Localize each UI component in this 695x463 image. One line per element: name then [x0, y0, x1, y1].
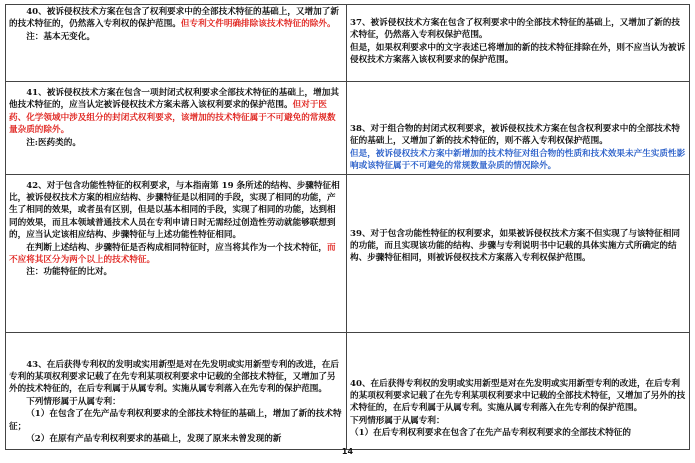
table-row [6, 332, 690, 449]
right-cell-40 [347, 332, 690, 449]
article-40-note: 注：基本无变化。 [26, 31, 95, 42]
article-40-red-text: 但专利文件明确排除该技术特征的除外。 [180, 19, 336, 30]
article-43-sub: 下列情形属于从属专利： [26, 396, 121, 407]
article-42-text: 42、对于包含功能性特征的权利要求，与本指南第 19 条所述的结构、步骤特征相比，被诉侵权技术方案的相应结构、步骤特征是以相同的手段，实现了相同的功能，产生了相同的效果，或者虽有区别，但是以基本相同的手段，实现了相同的功能，达到相同的效果，而且本领域普通技术人员在专利申请日时无需经过创造性劳动就能够联想到的，应当认定该相应结构、步骤特征与上述功能性特征相同。 [9, 180, 340, 241]
article-43-text: 43、在后获得专利权的发明或实用新型是对在先发明或实用新型专利的改进，在后专利的某项权利要求记载了在先专利某项权利要求中记载的全部技术特征，又增加了另外的技术特征的，在后专利属于从属专利。实施从属专利落入在先专利的保护范围。 [9, 359, 339, 395]
article-40-right-sub: 下列情形属于从属专利： [350, 415, 445, 426]
article-38-text: 38、对于组合物的封闭式权利要求，被诉侵权技术方案在包含权利要求中的全部技术特征的基础上，又增加了新的技术特征的，则不落入专利权保护范围。 [350, 124, 680, 147]
table-row [6, 174, 690, 332]
article-39-text: 39、对于包含功能性特征的权利要求，如果被诉侵权技术方案不但实现了与该特征相同的功能，而且实现该功能的结构、步骤与专利说明书中记载的具体实施方式所确定的结构、步骤特征相同，则被诉侵权技术方案落入专利权保护范围。 [350, 228, 680, 264]
left-cell-41 [6, 82, 347, 175]
right-cell-39 [347, 174, 690, 332]
comparison-table [5, 4, 690, 450]
comparison-page [5, 4, 689, 445]
article-38-blue-text: 但是，被诉侵权技术方案中新增加的技术特征对组合物的性质和技术效果未产生实质性影响或该特征属于不可避免的常规数量杂质的情况除外。 [350, 148, 686, 172]
article-42-red-text: 而不应将其区分为两个以上的技术特征。 [9, 242, 336, 266]
article-40-right-item-1: （1）在后专利权利要求在包含了在先产品专利权利要求的全部技术特征的 [350, 428, 631, 439]
left-cell-43 [6, 332, 347, 449]
table-row [6, 5, 690, 82]
article-42-judgment: 在判断上述结构、步骤特征是否构成相同特征时，应当将其作为一个技术特征，而不应将其区分为两个以上的技术特征。 [9, 242, 336, 266]
article-42-note: 注：功能特征的比对。 [26, 267, 113, 278]
article-41-red-text: 但对于医药、化学领域中涉及组分的封闭式权利要求，该增加的技术特征属于不可避免的常规数量杂质的除外。 [9, 100, 336, 136]
left-cell-40 [6, 5, 347, 82]
article-43-item-2: （2）在原有产品专利权利要求的基础上，发现了原来未曾发现的新 [26, 434, 282, 445]
page-number: 14 [341, 447, 354, 456]
article-40-text: 40、被诉侵权技术方案在包含了权利要求中的全部技术特征的基础上，又增加了新的技术特征的，仍然落入专利权的保护范围。但专利文件明确排除该技术特征的除外。 [9, 7, 339, 30]
article-41-note: 注:医药类的。 [26, 137, 81, 148]
table-row [6, 82, 690, 175]
left-cell-42 [6, 174, 347, 332]
right-cell-37 [347, 5, 690, 82]
article-37-extra: 但是，如果权利要求中的文字表述已将增加的新的技术特征排除在外，则不应当认为被诉侵权技术方案落入该权利要求的保护范围。 [350, 42, 686, 66]
right-cell-38 [347, 82, 690, 175]
article-43-item-1: （1）在包含了在先产品专利权利要求的全部技术特征的基础上，增加了新的技术特征； [9, 409, 342, 432]
article-41-text: 41、被诉侵权技术方案在包含一项封闭式权利要求全部技术特征的基础上，增加其他技术特征的，应当认定被诉侵权技术方案未落入该权利要求的保护范围。但对于医药、化学领域中涉及组分的封闭式权利要求，该增加的技术特征属于不可避免的常规数量杂质的除外。 [9, 88, 339, 136]
article-37-text: 37、被诉侵权技术方案在包含了权利要求中的全部技术特征的基础上，又增加了新的技术特征，仍然落入专利权保护范围。 [350, 18, 680, 41]
article-40-right-text: 40、在后获得专利权的发明或实用新型是对在先发明或实用新型专利的改进，在后专利的某项权利要求记载了在先专利某项权利要求中记载的全部技术特征，又增加了另外的技术特征的，在后专利属于从属专利。实施从属专利落入在先专利的保护范围。 [350, 378, 686, 414]
